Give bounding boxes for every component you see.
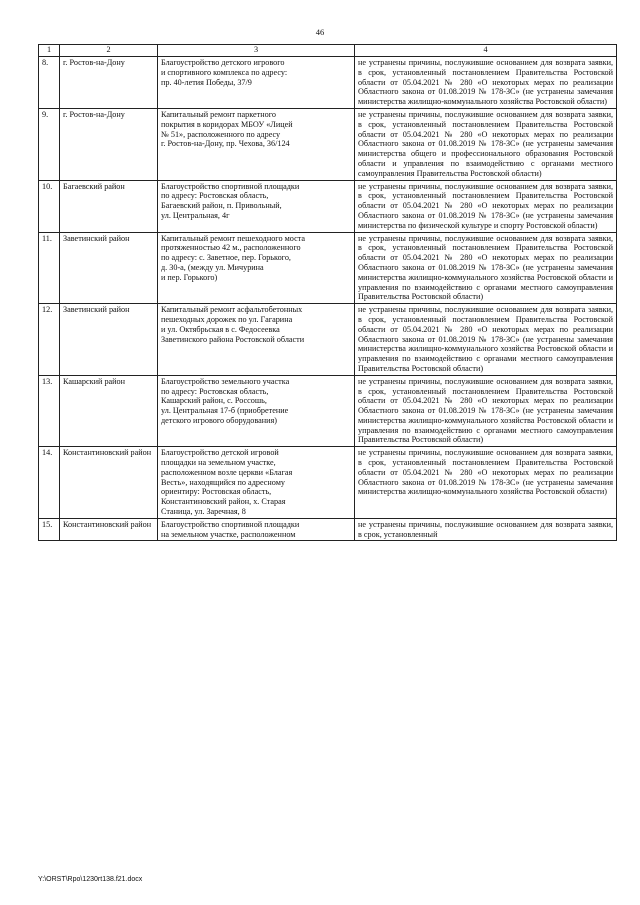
row-number: 15. xyxy=(39,518,60,541)
table-row xyxy=(39,232,617,304)
district-cell: Константиновский район xyxy=(60,518,158,541)
reason-cell: не устранены причины, послужившие основанием для возврата заявки, в срок, установленный постановлением Правительства Ростовской области от 05.04.2021 № 280 «О некоторых мерах по реализации Областного закона от 01.08.2019 № 178-ЗС» (не устранены замечания министерства жилищно-коммунального хозяйства Ростовской области и управления по взаимодействию с органами местного самоуправления Правительства Ростовской области) xyxy=(355,375,617,447)
column-header: 2 xyxy=(60,45,158,57)
row-number: 11. xyxy=(39,232,60,304)
object-cell: Благоустройство спортивной площадки на земельном участке, расположенном xyxy=(158,518,355,541)
object-cell: Капитальный ремонт паркетного покрытия в коридорах МБОУ «Лицей № 51», расположенного по адресу г. Ростов-на-Дону, пр. Чехова, 36/124 xyxy=(158,108,355,180)
reason-cell: не устранены причины, послужившие основанием для возврата заявки, в срок, установленный постановлением Правительства Ростовской области от 05.04.2021 № 280 «О некоторых мерах по реализации Областного закона от 01.08.2019 № 178-ЗС» (не устранены замечания министерства жилищно-коммунального хозяйства Ростовской области) xyxy=(355,57,617,109)
table-row xyxy=(39,375,617,447)
district-cell: Багаевский район xyxy=(60,180,158,232)
table-row xyxy=(39,108,617,180)
table-row xyxy=(39,180,617,232)
district-cell: г. Ростов-на-Дону xyxy=(60,57,158,109)
district-cell: Заветинский район xyxy=(60,304,158,376)
footer-file-path: Y:\ORST\Rpo\1230rt138.f21.docx xyxy=(38,876,143,883)
page-number: 46 xyxy=(315,27,325,37)
row-number: 13. xyxy=(39,375,60,447)
district-cell: г. Ростов-на-Дону xyxy=(60,108,158,180)
table-row xyxy=(39,447,617,519)
row-number: 9. xyxy=(39,108,60,180)
object-cell: Благоустройство спортивной площадки по адресу: Ростовская область, Багаевский район, п. Привольный, ул. Центральная, 4г xyxy=(158,180,355,232)
table-row xyxy=(39,304,617,376)
object-cell: Капитальный ремонт асфальтобетонных пешеходных дорожек по ул. Гагарина и ул. Октябрьская в с. Федосеевка Заветинского района Ростовской области xyxy=(158,304,355,376)
reason-cell: не устранены причины, послужившие основанием для возврата заявки, в срок, установленный постановлением Правительства Ростовской области от 05.04.2021 № 280 «О некоторых мерах по реализации Областного закона от 01.08.2019 № 178-ЗС» (не устранены замечания министерства жилищно-коммунального хозяйства Ростовской области и управления по взаимодействию с органами местного самоуправления Правительства Ростовской области) xyxy=(355,232,617,304)
column-header: 3 xyxy=(158,45,355,57)
table-row xyxy=(39,518,617,541)
row-number: 12. xyxy=(39,304,60,376)
table-header-row xyxy=(39,45,617,57)
column-header: 4 xyxy=(355,45,617,57)
object-cell: Капитальный ремонт пешеходного моста протяженностью 42 м., расположенного по адресу: с. Заветное, пер. Горького, д. 30-а, (между ул. Мичурина и пер. Горького) xyxy=(158,232,355,304)
reason-cell: не устранены причины, послужившие основанием для возврата заявки, в срок, установленный постановлением Правительства Ростовской области от 05.04.2021 № 280 «О некоторых мерах по реализации Областного закона от 01.08.2019 № 178-ЗС» (не устранены замечания министерства жилищно-коммунального хозяйства Ростовской области) xyxy=(355,447,617,519)
document-table xyxy=(38,44,617,541)
district-cell: Кашарский район xyxy=(60,375,158,447)
column-header: 1 xyxy=(39,45,60,57)
district-cell: Заветинский район xyxy=(60,232,158,304)
object-cell: Благоустройство детского игрового и спортивного комплекса по адресу: пр. 40-летия Победы, 37/9 xyxy=(158,57,355,109)
row-number: 14. xyxy=(39,447,60,519)
district-cell: Константиновский район xyxy=(60,447,158,519)
reason-cell: не устранены причины, послужившие основанием для возврата заявки, в срок, установленный постановлением Правительства Ростовской области от 05.04.2021 № 280 «О некоторых мерах по реализации Областного закона от 01.08.2019 № 178-ЗС» (не устранены замечания министерства по физической культуре и спорту Ростовской области) xyxy=(355,180,617,232)
row-number: 8. xyxy=(39,57,60,109)
reason-cell: не устранены причины, послужившие основанием для возврата заявки, в срок, установленный постановлением Правительства Ростовской области от 05.04.2021 № 280 «О некоторых мерах по реализации Областного закона от 01.08.2019 № 178-ЗС» (не устранены замечания министерства общего и профессионального образования Ростовской области и управления по взаимодействию с органами местного самоуправления Правительства Ростовской области) xyxy=(355,108,617,180)
reason-cell: не устранены причины, послужившие основанием для возврата заявки, в срок, установленный постановлением Правительства Ростовской области от 05.04.2021 № 280 «О некоторых мерах по реализации Областного закона от 01.08.2019 № 178-ЗС» (не устранены замечания министерства жилищно-коммунального хозяйства Ростовской области и управления по взаимодействию с органами местного самоуправления Правительства Ростовской области) xyxy=(355,304,617,376)
reason-cell: не устранены причины, послужившие основанием для возврата заявки, в срок, установленный xyxy=(355,518,617,541)
object-cell: Благоустройство детской игровой площадки на земельном участке, расположенном возле церкви «Благая Весть», находящийся по адресному ориентиру: Ростовская область, Константиновский район, х. Старая Станица, ул. Заречная, 8 xyxy=(158,447,355,519)
table-row xyxy=(39,57,617,109)
row-number: 10. xyxy=(39,180,60,232)
object-cell: Благоустройство земельного участка по адресу: Ростовская область, Кашарский район, с. Россошь, ул. Центральная 17-б (приобретение детского игрового оборудования) xyxy=(158,375,355,447)
